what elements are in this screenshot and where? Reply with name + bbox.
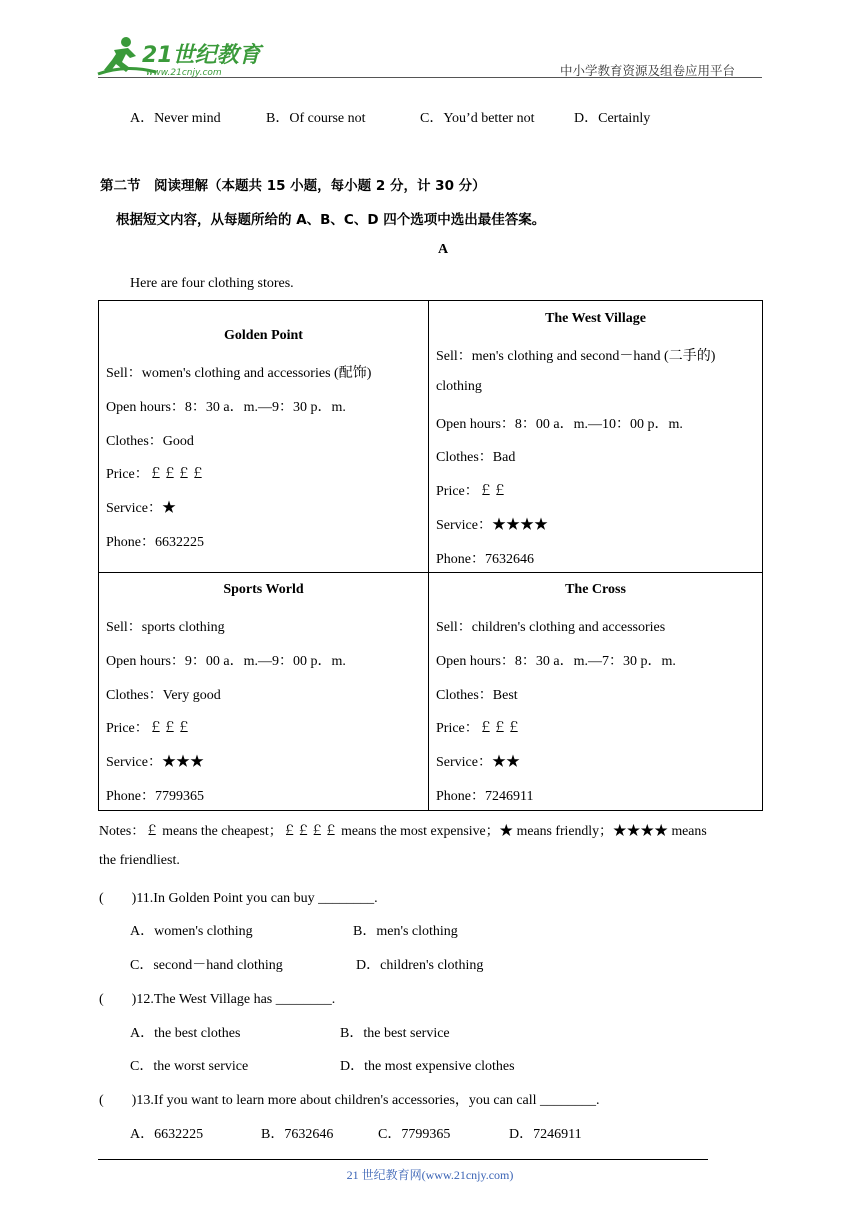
question-13-stem: ( )13.If you want to learn more about children's accessories，you can call ________. — [99, 1093, 600, 1108]
footer-link[interactable]: 21 世纪教育网(www.21cnjy.com) — [346, 1168, 514, 1182]
question-11-option-c: C．second－hand clothing — [130, 958, 283, 973]
store-name: Sports World — [223, 582, 304, 597]
footer-divider — [98, 1159, 708, 1160]
notes-line-2: the friendliest. — [99, 853, 180, 868]
question-11-option-a: A．women's clothing — [130, 924, 253, 939]
store-cell-golden-point — [99, 301, 429, 573]
store-hours: Open hours：8：30 a．m.—7：30 p．m. — [436, 654, 676, 669]
question-12-stem: ( )12.The West Village has ________. — [99, 992, 336, 1007]
runner-logo-icon — [96, 34, 266, 80]
passage-intro: Here are four clothing stores. — [130, 276, 294, 291]
store-name: The West Village — [545, 311, 646, 326]
site-logo — [96, 34, 266, 80]
passage-label: A — [438, 242, 449, 257]
section-instruction: 根据短文内容，从每题所给的 A、B、C、D 四个选项中选出最佳答案。 — [116, 212, 546, 228]
question-12-option-d: D．the most expensive clothes — [340, 1059, 515, 1074]
question-12-option-b: B．the best service — [340, 1026, 450, 1041]
notes-line-1: Notes：￡ means the cheapest；￡￡￡￡ means the most expensive；★ means friendly；★★★★ means — [99, 823, 707, 838]
store-sell-cont: clothing — [436, 379, 482, 394]
store-sell: Sell：sports clothing — [106, 620, 225, 635]
store-clothes: Clothes：Good — [106, 434, 194, 449]
store-sell: Sell：men's clothing and second－hand (二手的) — [436, 349, 716, 364]
question-13-option-a: A．6632225 — [130, 1127, 204, 1142]
prev-option-d: D．Certainly — [574, 111, 651, 126]
store-price: Price：￡￡￡￡ — [106, 467, 205, 482]
store-hours: Open hours：8：30 a．m.—9：30 p．m. — [106, 400, 346, 415]
question-12-option-a: A．the best clothes — [130, 1026, 241, 1041]
logo-url: www.21cnjy.com — [146, 68, 222, 78]
question-11-option-b: B．men's clothing — [353, 924, 458, 939]
header-divider — [98, 77, 762, 78]
question-11-option-d: D．children's clothing — [356, 958, 484, 973]
store-phone: Phone：7246911 — [436, 789, 534, 804]
store-sell: Sell：women's clothing and accessories (配饰) — [106, 366, 372, 381]
store-service: Service：★★★ — [106, 755, 204, 770]
store-clothes: Clothes：Very good — [106, 688, 221, 703]
store-cell-the-cross — [429, 573, 763, 811]
store-service: Service：★★★★ — [436, 518, 548, 533]
store-clothes: Clothes：Best — [436, 688, 518, 703]
store-service: Service：★★ — [436, 755, 520, 770]
store-phone: Phone：6632225 — [106, 535, 204, 550]
question-13-option-b: B．7632646 — [261, 1127, 334, 1142]
question-13-option-d: D．7246911 — [509, 1127, 582, 1142]
section-title: 第二节 阅读理解（本题共 15 小题，每小题 2 分，计 30 分） — [100, 178, 486, 194]
question-11-stem: ( )11.In Golden Point you can buy ________. — [99, 891, 378, 906]
prev-option-b: B．Of course not — [266, 111, 366, 126]
store-cell-sports-world — [99, 573, 429, 811]
store-clothes: Clothes：Bad — [436, 450, 516, 465]
prev-option-c: C．You’d better not — [420, 111, 535, 126]
store-price: Price：￡￡￡ — [106, 721, 191, 736]
question-13-option-c: C．7799365 — [378, 1127, 451, 1142]
store-service: Service：★ — [106, 501, 176, 516]
store-name: Golden Point — [224, 328, 303, 343]
store-name: The Cross — [565, 582, 626, 597]
header-platform-text: 中小学教育资源及组卷应用平台 — [560, 63, 736, 78]
prev-option-a: A．Never mind — [130, 111, 221, 126]
store-hours: Open hours：9：00 a．m.—9：00 p．m. — [106, 654, 346, 669]
stores-table — [98, 300, 763, 811]
store-hours: Open hours：8：00 a．m.—10：00 p．m. — [436, 417, 683, 432]
store-phone: Phone：7799365 — [106, 789, 204, 804]
store-sell: Sell：children's clothing and accessories — [436, 620, 666, 635]
question-12-option-c: C．the worst service — [130, 1059, 249, 1074]
store-cell-west-village — [429, 301, 763, 573]
store-price: Price：￡￡￡ — [436, 721, 521, 736]
store-phone: Phone：7632646 — [436, 552, 534, 567]
logo-text: 21世纪教育 — [142, 43, 261, 68]
store-price: Price：￡￡ — [436, 484, 507, 499]
